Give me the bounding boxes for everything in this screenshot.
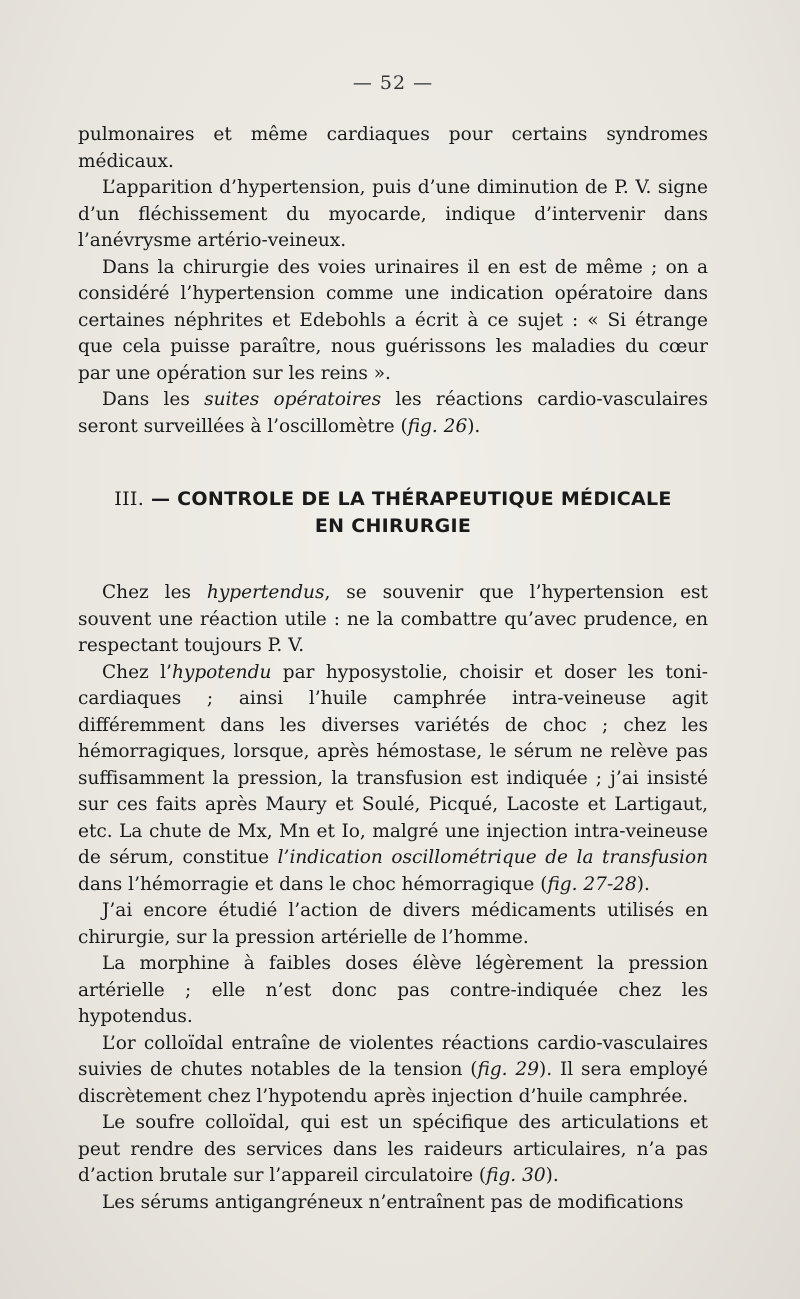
paragraph-suites-operatoires — [78, 387, 708, 440]
text-run: ). Il sera employé discrètement chez l’hypotendu après injection d’huile camphrée. — [78, 1059, 709, 1107]
paragraph-hypotendu — [78, 660, 708, 899]
text-run: les réactions cardio-vasculaires seront surveillées à l’oscillomètre ( — [78, 389, 708, 437]
italic-text: hypertendus — [206, 582, 325, 603]
paragraph-hypertension: L’apparition d’hypertension, puis d’une diminution de P. V. signe d’un fléchissement du myocarde, indique d’intervenir dans l’anévrysme artério-veineux. — [78, 177, 708, 251]
figure-reference: fig. 29 — [477, 1059, 539, 1080]
text-run: Dans les — [102, 389, 205, 410]
paragraph-or-colloidal — [78, 1031, 708, 1111]
text-run: ). — [636, 873, 650, 895]
text-run: par hyposystolie, choisir et doser les toni-cardiaques ; ainsi l’huile camphrée intra-veineuse agit différemment dans les diverses variétés de choc ; chez les hémorragiques, lorsque, après hémostase, le sérum ne relève pas suffisamment la pression, la transfusion est indiquée ; j’ai insisté sur ces faits après Maury et Soulé, Picqué, Lacoste et Lartigaut, etc. La chute de Mx, Mn et Io, malgré une injection intra-veineuse de sérum, constitue — [78, 661, 708, 868]
section-number: III. — [114, 488, 145, 510]
text-run: Chez l’ — [102, 661, 172, 683]
section-title: — CONTROLE DE LA THÉRAPEUTIQUE MÉDICALE — [150, 488, 672, 510]
text-run: Chez les — [102, 582, 207, 603]
text-run: dans l’hémorragie et dans le choc hémorragique ( — [78, 873, 548, 895]
text-run: ). — [545, 1165, 559, 1186]
figure-reference: fig. 27-28 — [547, 873, 637, 895]
paragraph-soufre-colloidal — [78, 1110, 708, 1190]
section-heading-line1 — [78, 486, 708, 513]
paragraph-voies-urinaires: Dans la chirurgie des voies urinaires il en est de même ; on a considéré l’hypertension comme une indication opératoire dans certaines néphrites et Edebohls a écrit à ce sujet : « Si étrange que cela puisse paraître, nous guérissons les maladies du cœur par une opération sur les reins ». — [78, 256, 708, 384]
text-run: ). — [467, 415, 481, 437]
text-run: L’or colloïdal entraîne de violentes réactions cardio-vasculaires suivies de chutes notables de la tension ( — [78, 1032, 708, 1080]
figure-reference: fig. 26 — [407, 415, 468, 437]
section-heading-line2: EN CHIRURGIE — [314, 515, 472, 537]
section-heading — [78, 486, 708, 540]
paragraph-hypertendus — [78, 580, 708, 660]
page-number: — 52 — — [352, 72, 434, 94]
italic-text: hypotendu — [171, 661, 272, 683]
text-run: , se souvenir que l’hypertension est souvent une réaction utile : ne la combattre qu’avec prudence, en respectant toujours P. V. — [78, 582, 708, 656]
paragraph-serums: Les sérums antigangréneux n’entraînent pas de modifications — [102, 1191, 684, 1213]
paragraph-morphine: La morphine à faibles doses élève légèrement la pression artérielle ; elle n’est donc pas contre-indiquée chez les hypotendus. — [78, 953, 708, 1027]
paragraph-pulmonaires: pulmonaires et même cardiaques pour certains syndromes médicaux. — [78, 124, 708, 172]
italic-text: suites opératoires — [204, 389, 382, 410]
paragraph-medicaments: J’ai encore étudié l’action de divers médicaments utilisés en chirurgie, sur la pression artérielle de l’homme. — [78, 900, 708, 948]
figure-reference: fig. 30 — [486, 1165, 546, 1186]
italic-text: l’indication oscillométrique de la transfusion — [277, 847, 708, 868]
text-run: Le soufre colloïdal, qui est un spécifique des articulations et peut rendre des services dans les raideurs articulaires, n’a pas d’action brutale sur l’appareil circulatoire ( — [78, 1112, 708, 1186]
